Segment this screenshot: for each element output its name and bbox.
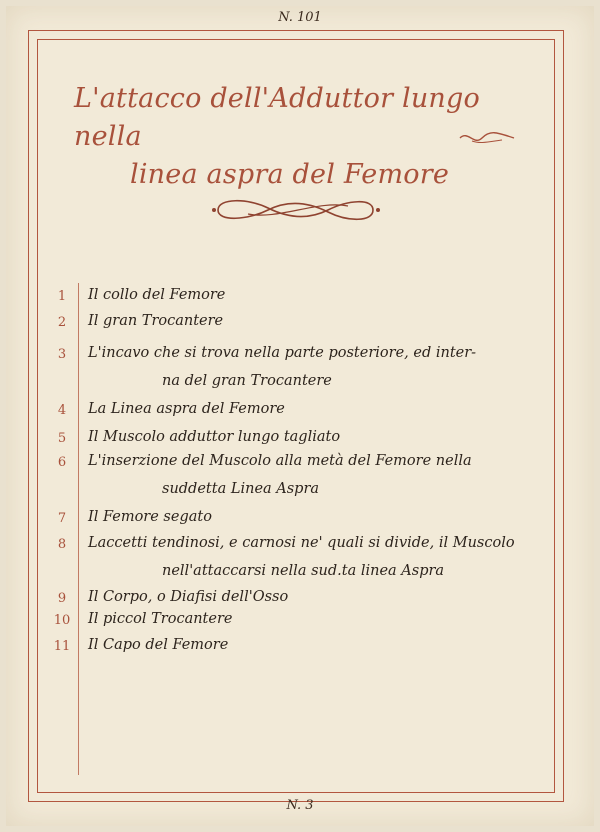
legend-text: L'incavo che si trova nella parte posteriore, ed inter- bbox=[88, 345, 477, 361]
legend-number: 7 bbox=[57, 511, 67, 526]
legend-number: 3 bbox=[57, 347, 67, 362]
legend-item bbox=[50, 535, 550, 579]
ornament-flourish-icon bbox=[208, 190, 388, 230]
legend-item bbox=[50, 589, 550, 613]
legend-item bbox=[50, 313, 550, 337]
legend-number: 11 bbox=[53, 639, 71, 654]
legend-item bbox=[50, 401, 550, 425]
legend-number: 4 bbox=[57, 403, 67, 418]
legend-text-continued: na del gran Trocantere bbox=[162, 373, 332, 389]
legend-text: Laccetti tendinosi, e carnosi ne' quali si divide, il Muscolo bbox=[88, 535, 515, 551]
legend-text: Il piccol Trocantere bbox=[88, 611, 233, 627]
title-line-2: linea aspra del Femore bbox=[130, 159, 450, 190]
title-flourish-icon bbox=[458, 128, 518, 148]
legend-number: 2 bbox=[57, 315, 67, 330]
legend-text: Il Femore segato bbox=[88, 509, 212, 525]
legend-item bbox=[50, 345, 550, 389]
legend-item bbox=[50, 287, 550, 311]
legend-number: 1 bbox=[57, 289, 67, 304]
legend-number: 10 bbox=[53, 613, 71, 628]
legend-text: Il gran Trocantere bbox=[88, 313, 224, 329]
page-number: N. 3 bbox=[286, 798, 314, 813]
legend-item bbox=[50, 637, 550, 661]
legend-item bbox=[50, 611, 550, 635]
legend-number: 5 bbox=[57, 431, 67, 446]
legend-item bbox=[50, 453, 550, 497]
legend-text: La Linea aspra del Femore bbox=[88, 401, 285, 417]
legend-text-continued: nell'attaccarsi nella sud.ta linea Aspra bbox=[162, 563, 445, 579]
legend-item bbox=[50, 429, 550, 453]
title-line-1: L'attacco dell'Adduttor lungo nella bbox=[74, 83, 480, 152]
legend-number: 9 bbox=[57, 591, 67, 606]
legend-text: Il Capo del Femore bbox=[88, 637, 229, 653]
legend-number: 8 bbox=[57, 537, 67, 552]
legend-text: Il collo del Femore bbox=[88, 287, 226, 303]
legend-text: L'inserzione del Muscolo alla metà del Femore nella bbox=[88, 453, 472, 469]
legend-text: Il Muscolo adduttor lungo tagliato bbox=[88, 429, 341, 445]
plate-number: N. 101 bbox=[278, 10, 322, 25]
legend-text-continued: suddetta Linea Aspra bbox=[162, 481, 320, 497]
legend-number: 6 bbox=[57, 455, 67, 470]
legend-text: Il Corpo, o Diafisi dell'Osso bbox=[88, 589, 289, 605]
legend-item bbox=[50, 509, 550, 533]
